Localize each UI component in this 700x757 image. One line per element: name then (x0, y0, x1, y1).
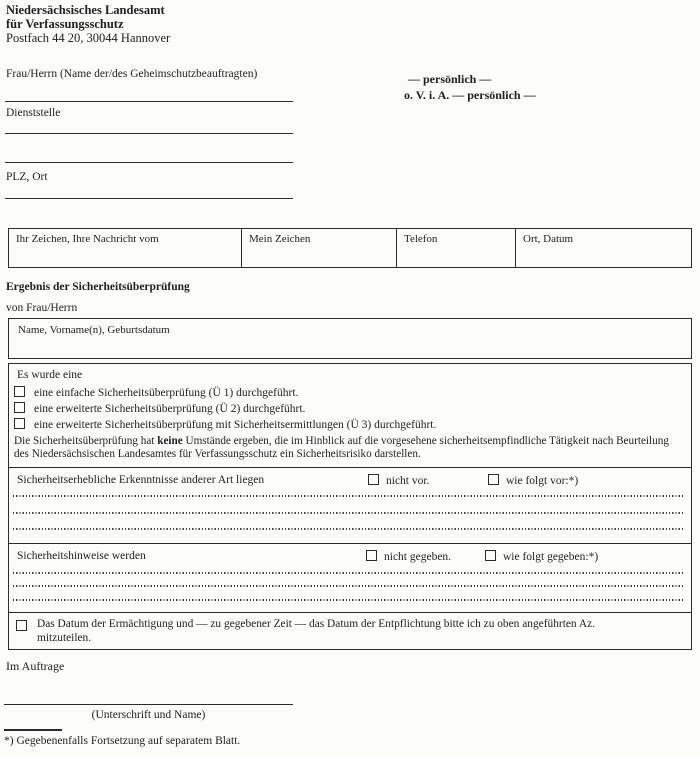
advisories-label: Sicherheitshinweise werden (17, 550, 146, 562)
delivery-note-line1: — persönlich — (408, 72, 492, 86)
reference-table (8, 228, 692, 268)
advisories-option-positive (485, 550, 598, 563)
checkbox-u1[interactable] (14, 386, 25, 397)
recipient-label: Frau/Herrn (Name der/des Geheimschutzbeauftragten) (6, 68, 258, 80)
findings-positive-label: wie folgt vor:*) (506, 475, 579, 487)
option-row-u2 (14, 402, 305, 415)
findings-checkbox-negative[interactable] (368, 474, 379, 485)
dotted-fill-line[interactable] (13, 528, 685, 530)
advisories-negative-label: nicht gegeben. (384, 551, 452, 563)
column-header-ihr-zeichen: Ihr Zeichen, Ihre Nachricht vom (16, 233, 159, 245)
sender-name-line2: für Verfassungsschutz (6, 17, 124, 31)
name-box[interactable] (8, 318, 692, 359)
delivery-note-line2: o. V. i. A. — persönlich — (404, 88, 536, 102)
section-date-request (9, 612, 691, 651)
city-fill-line[interactable] (5, 198, 293, 199)
section-advisories (9, 543, 691, 612)
option-label-u3: eine erweiterte Sicherheitsüberprüfung mit Sicherheitsermittlungen (Ü 3) durchgeführt. (34, 419, 437, 431)
result-main-box (8, 363, 692, 650)
footnote-divider (4, 729, 62, 731)
checkbox-u3[interactable] (14, 418, 25, 429)
option-label-u1: eine einfache Sicherheitsüberprüfung (Ü 1) durchgeführt. (34, 387, 299, 399)
statement-keyword: keine (157, 435, 183, 447)
address-fill-line[interactable] (5, 162, 293, 163)
date-request-text (37, 618, 595, 645)
findings-label: Sicherheitserhebliche Erkenntnisse anderer Art liegen (17, 474, 265, 486)
delivery-note (404, 71, 536, 103)
advisories-checkbox-positive[interactable] (485, 550, 496, 561)
dotted-fill-line[interactable] (13, 585, 685, 587)
name-box-label: Name, Vorname(n), Geburtsdatum (18, 324, 170, 336)
office-fill-line[interactable] (5, 133, 293, 134)
statement-post: Umstände ergeben, die im Hinblick auf die vorgesehene sicherheitsempfindliche Tätigkeit nach Beurteilung des Niedersächsischen Landesamtes für Verfassungsschutz ein Sicherheitsrisiko darstellen. (14, 435, 669, 460)
option-row-u1 (14, 386, 298, 399)
recipient-fill-line[interactable] (5, 101, 293, 102)
column-header-telefon: Telefon (404, 233, 438, 245)
dotted-fill-line[interactable] (13, 599, 685, 601)
dotted-fill-line[interactable] (13, 495, 685, 497)
table-cell-mein-zeichen[interactable] (242, 229, 397, 267)
signature-caption: (Unterschrift und Name) (91, 709, 206, 721)
dotted-fill-line[interactable] (13, 572, 685, 574)
section-findings (9, 467, 691, 543)
city-label: PLZ, Ort (6, 171, 48, 183)
table-cell-ort-datum[interactable] (516, 229, 691, 267)
findings-checkbox-positive[interactable] (488, 474, 499, 485)
sender-address: Postfach 44 20, 30044 Hannover (6, 31, 171, 45)
result-title: Ergebnis der Sicherheitsüberprüfung (6, 281, 190, 293)
advisories-positive-label: wie folgt gegeben:*) (503, 551, 599, 563)
statement-pre: Die Sicherheitsüberprüfung hat (14, 435, 155, 447)
date-request-line1: Das Datum der Ermächtigung und — zu gegebener Zeit — das Datum der Entpflichtung bitte ich zu oben angeführten Az. (37, 618, 595, 630)
findings-negative-label: nicht vor. (386, 475, 430, 487)
date-request-line2: mitzuteilen. (37, 631, 92, 644)
option-label-u2: eine erweiterte Sicherheitsüberprüfung (Ü 2) durchgeführt. (34, 403, 306, 415)
intro-text: Es wurde eine (17, 369, 83, 381)
advisories-option-negative (366, 550, 451, 563)
sender-name-line1: Niedersächsisches Landesamt (6, 3, 165, 17)
signature-line[interactable] (4, 704, 293, 705)
section-check-type (9, 364, 691, 467)
findings-option-negative (368, 474, 429, 487)
statement-text (14, 435, 686, 461)
sender-block (6, 3, 165, 31)
advisories-checkbox-negative[interactable] (366, 550, 377, 561)
footnote-text: *) Gegebenenfalls Fortsetzung auf separatem Blatt. (4, 735, 241, 747)
office-label: Dienststelle (6, 107, 61, 119)
on-behalf-label: Im Auftrage (6, 659, 65, 673)
table-cell-ihr-zeichen[interactable] (9, 229, 242, 267)
table-cell-telefon[interactable] (397, 229, 516, 267)
checkbox-u2[interactable] (14, 402, 25, 413)
column-header-mein-zeichen: Mein Zeichen (249, 233, 311, 245)
subject-label: von Frau/Herrn (6, 302, 78, 314)
date-request-checkbox[interactable] (16, 620, 27, 631)
option-row-u3 (14, 418, 436, 431)
column-header-ort-datum: Ort, Datum (523, 233, 574, 245)
findings-option-positive (488, 474, 578, 487)
dotted-fill-line[interactable] (13, 512, 685, 514)
